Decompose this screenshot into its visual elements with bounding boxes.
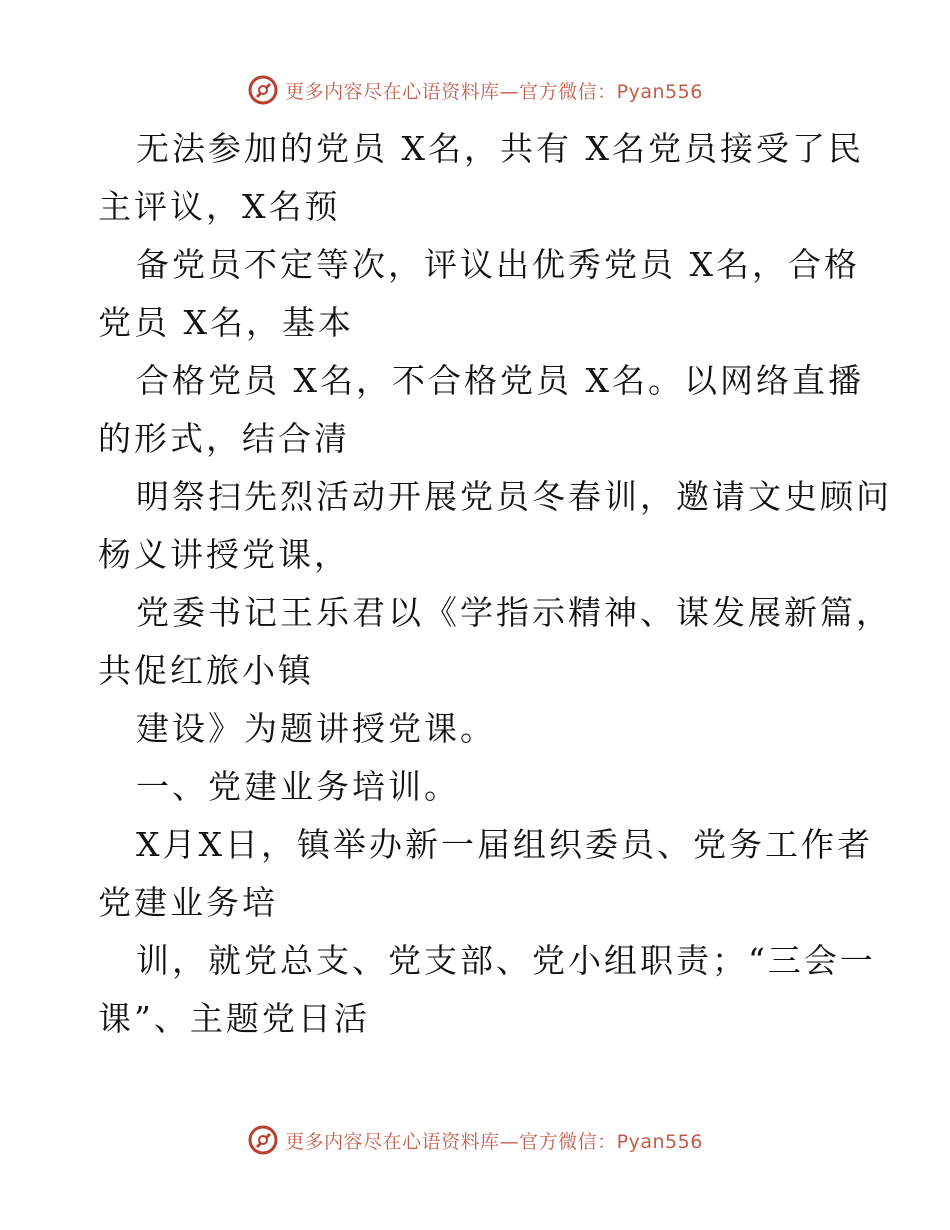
seal-logo-icon (247, 1124, 279, 1156)
footer-watermark (0, 1120, 950, 1160)
section-heading: 一、党建业务培训。 (136, 767, 460, 806)
watermark-text: 更多内容尽在心语资料库—官方微信：Pyan556 (285, 80, 703, 103)
text-line: X月X日，镇举办新一届组织委员、党务工作者 (136, 825, 873, 864)
text-line: 备党员不定等次，评议出优秀党员 X名，合格 (136, 245, 860, 284)
text-line: 的形式，结合清 (98, 419, 350, 458)
header-watermark (0, 70, 950, 110)
seal-logo-icon (247, 74, 279, 106)
text-line: 共促红旅小镇 (98, 651, 314, 690)
text-line: 训，就党总支、党支部、党小组职责；“三会一 (136, 941, 876, 980)
text-line: 杨义讲授党课， (98, 535, 350, 574)
text-line: 合格党员 X名，不合格党员 X名。以网络直播 (136, 361, 864, 400)
text-line: 主评议，X名预 (98, 187, 341, 226)
watermark-text: 更多内容尽在心语资料库—官方微信：Pyan556 (285, 1130, 703, 1153)
text-line: 党建业务培 (98, 883, 278, 922)
document-body (98, 120, 892, 1048)
text-line: 课”、主题党日活 (98, 999, 370, 1038)
text-line: 建设》为题讲授党课。 (136, 709, 496, 748)
text-line: 党委书记王乐君以《学指示精神、谋发展新篇， (136, 593, 892, 632)
text-line: 无法参加的党员 X名，共有 X名党员接受了民 (136, 129, 864, 168)
text-line: 明祭扫先烈活动开展党员冬春训，邀请文史顾问 (136, 477, 892, 516)
text-line: 党员 X名，基本 (98, 303, 354, 342)
